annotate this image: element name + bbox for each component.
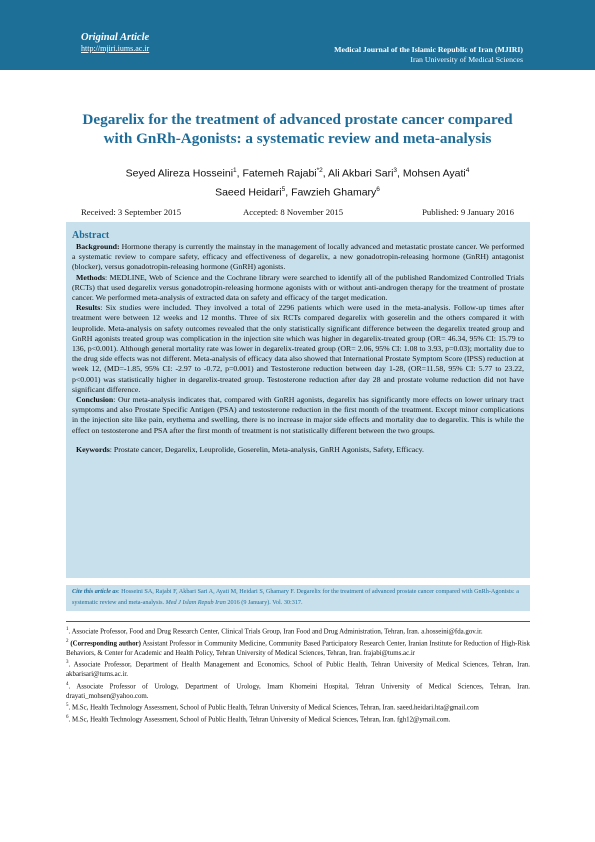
citation-tail: 2016 (9 January). Vol. 30:317. — [225, 598, 303, 606]
citation-text: : Hosseini SA, Rajabi F, Akbari Sari A, Ayati M, Heidari S, Ghamary F. Degarelix for the treatment of advanced prostate cancer compared with GnRh-Agonists: a systematic review and meta-analysis. — [72, 588, 519, 606]
corresponding-author-label: (Corresponding author) — [70, 640, 141, 648]
footnote-2 — [66, 637, 530, 658]
received-date: Received: 3 September 2015 — [81, 207, 182, 217]
header-right — [334, 44, 523, 65]
citation-journal: Med J Islam Repub Iran — [165, 598, 226, 606]
abstract-heading: Abstract — [72, 230, 110, 241]
results-text: : Six studies were included. They involved a total of 2296 patients which were used in the meta-analysis. Follow-up times after treatment were between 12 weeks and 12 months. Three of six RCTs compared degarelix with goserelin and the others compared it with leuprolide. Meta-analysis on safety outcomes revealed that the only statistically significant difference between the degarelix treated group and GnRH agonists treated group was complication in the injection site which was higher in degarelix-treated group (OR= 46.34, 95% CI: 15.79 to 136, p<0.001). Although general mortality rate was lower in degarelix-treated group (OR= 2.06, 95% CI: 1.08 to 3.93, p=0.03); mortality due to the drug side effects was not different. Meta-analysis of efficacy data also showed that International Prostate Symptom Score (IPSS) reduction at week 12, (MD=-1.85, 95% CI: -2.97 to -0.72, p=0.001) and Testosterone reduction between day 1-28, (OR=11.58, 95% CI: 5.77 to 23.22, p<0.001) was statistically higher in degarelix-treated group. Testosterone reduction after day 28 and prostate volume reduction did not have significant difference. — [72, 303, 524, 394]
article-title — [60, 110, 535, 148]
footnote-number: 6 — [66, 715, 69, 721]
author-affiliation-mark: 6 — [376, 185, 380, 193]
background-label: Background: — [76, 242, 120, 251]
author-name: Ali Akbari Sari — [328, 167, 394, 180]
footnote-number: 2 — [66, 638, 69, 644]
footnote-text: . M.Sc, Health Technology Assessment, School of Public Health, Tehran University of Medical Sciences, Tehran, Iran. fgh12@ymail.com. — [68, 716, 451, 724]
keywords-label: Keywords — [76, 444, 110, 454]
author-separator: , — [397, 167, 403, 180]
abstract-conclusion — [72, 395, 524, 436]
author-list — [60, 163, 535, 200]
affiliation-footnotes — [66, 625, 530, 725]
results-label: Results — [76, 303, 101, 313]
author-affiliation-mark: *2 — [316, 167, 323, 174]
author-affiliation-mark: 1 — [233, 167, 237, 174]
author-name: Mohsen Ayati — [402, 167, 466, 180]
footnote-divider — [66, 621, 530, 622]
author-name: Fatemeh Rajabi — [242, 167, 317, 180]
title-line-1: Degarelix for the treatment of advanced prostate cancer compared — [82, 111, 513, 128]
conclusion-label: Conclusion — [76, 395, 114, 405]
author-separator: , — [285, 186, 292, 198]
footnote-6 — [66, 713, 530, 725]
footnote-4 — [66, 680, 530, 701]
author-line-2 — [60, 182, 535, 201]
author-name: Saeed Heidari — [215, 186, 282, 198]
title-line-2: with GnRh-Agonists: a systematic review and meta-analysis — [103, 130, 492, 147]
footnote-1 — [66, 625, 530, 637]
author-affiliation-mark: 5 — [281, 185, 286, 193]
abstract-keywords — [72, 445, 524, 455]
footnote-text: . M.Sc, Health Technology Assessment, School of Public Health, Tehran University of Medical Sciences, Tehran, Iran. saeed.heidari.hta@gmail.com — [68, 704, 479, 712]
publisher-name: Iran University of Medical Sciences — [410, 55, 523, 64]
background-text: Hormone therapy is currently the mainstay in the management of locally advanced and metastatic prostate cancer. We performed a systematic review to compare safety, efficacy and effectiveness of degarelix, a new gonadotropin-releasing hormone (GnRH) antagonist (blocker), versus gonadotropin-releasing hormone (GnRH) agonists. — [72, 242, 524, 272]
author-line-1 — [60, 163, 535, 182]
citation-box — [66, 585, 530, 611]
published-date: Published: 9 January 2016 — [422, 207, 514, 217]
author-affiliation-mark: 3 — [393, 167, 398, 174]
author-affiliation-mark: 4 — [465, 167, 470, 174]
methods-label: Methods — [76, 272, 106, 282]
journal-name: Medical Journal of the Islamic Republic of Iran (MJIRI) — [334, 45, 523, 54]
author-name: Seyed Alireza Hosseini — [125, 167, 234, 180]
footnote-text: Assistant Professor in Community Medicine, Community Based Participatory Research Center, Iranian Institute for Reduction of High-Risk Behaviors, & Center for Academic and Health Policy, Tehran University of Medical Sciences, Tehran, Iran. frajabi@tums.ac.ir — [66, 640, 530, 657]
author-separator: , — [322, 167, 329, 180]
journal-url-link[interactable]: http://mjiri.iums.ac.ir — [81, 44, 150, 53]
abstract-methods — [72, 273, 524, 304]
citation-text-block — [72, 587, 524, 608]
abstract-results — [72, 303, 524, 395]
abstract-content — [72, 230, 524, 455]
abstract-box — [66, 222, 530, 578]
article-type-label: Original Article — [81, 32, 150, 43]
footnote-number: 5 — [66, 703, 69, 709]
footnote-number: 4 — [66, 681, 69, 687]
header-left — [81, 32, 149, 54]
footnote-5 — [66, 701, 530, 713]
footnote-text: . Associate Professor, Department of Health Management and Economics, School of Public Health, Tehran University of Medical Sciences, Tehran, Iran. akbarisari@tums.ac.ir. — [66, 661, 530, 679]
footnote-3 — [66, 658, 530, 679]
footnote-text: . Associate Professor of Urology, Department of Urology, Imam Khomeini Hospital, Tehran University of Medical Sciences, Tehran, Iran. drayati_mohsen@yahoo.com. — [66, 683, 530, 700]
author-name: Fawzieh Ghamary — [291, 186, 377, 198]
keywords-text: : Prostate cancer, Degarelix, Leuprolide, Goserelin, Meta-analysis, GnRH Agonists, Safety, Efficacy. — [109, 444, 425, 454]
author-separator: , — [236, 167, 243, 180]
journal-header-band — [0, 0, 595, 70]
footnote-number: 3 — [66, 660, 69, 666]
footnote-text: . Associate Professor, Food and Drug Research Center, Clinical Trials Group, Iran Food and Drug Administration, Tehran, Iran. a.hosseini@fda.gov.ir. — [68, 628, 483, 636]
abstract-background — [72, 242, 524, 273]
citation-label: Cite this article as — [72, 588, 118, 595]
conclusion-text: : Our meta-analysis indicates that, compared with GnRH agonists, degarelix has significantly more effects on lower urinary tract symptoms and also Prostate Specific Antigen (PSA) and testosterone reduction in the first month of the treatment. Except minor complications in the injection site like pain, erythema and swelling, there is no increase in major side effects and mortality due to degarelix. This is while the effect on testosterone and PSA after the first month of treatment is not statistically different between the two groups. — [72, 395, 524, 435]
methods-text: : MEDLINE, Web of Science and the Cochrane library were searched to identify all of the published Randomized Controlled Trials (RCTs) that used degarelix versus gonadotropin-releasing hormone agonists with or without anti-androgen therapy for the treatment of prostate cancer. We performed meta-analysis of extracted data on safety and efficacy of the target medication. — [72, 272, 524, 303]
footnote-number: 1 — [66, 627, 69, 632]
accepted-date: Accepted: 8 November 2015 — [243, 207, 344, 217]
